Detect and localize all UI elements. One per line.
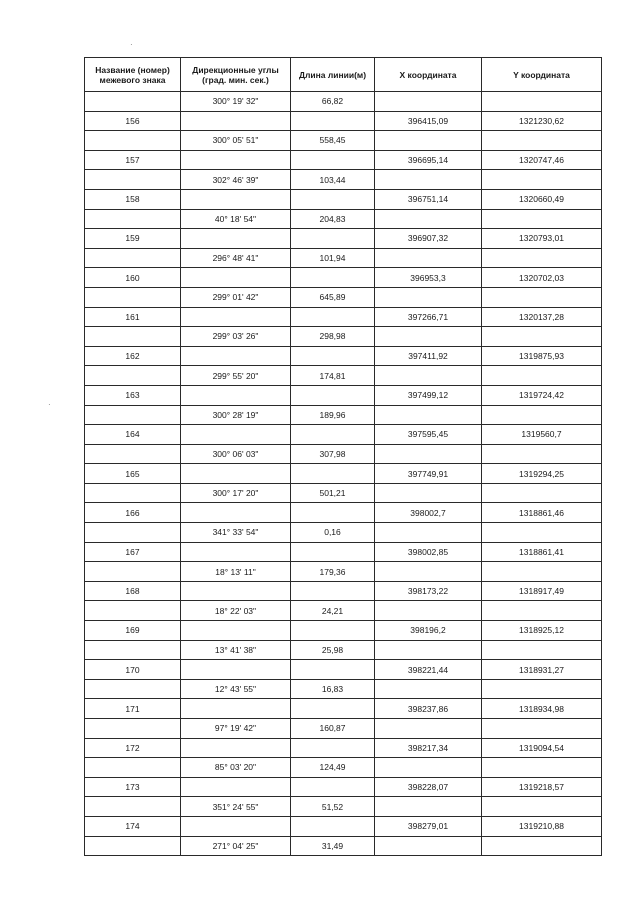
point-name-cell: 171 — [85, 699, 181, 719]
point-name-cell: 157 — [85, 150, 181, 170]
header-x: X координата — [375, 58, 482, 92]
segment-row — [85, 679, 602, 699]
scan-speck: · — [130, 40, 133, 49]
empty-cell — [291, 307, 375, 327]
point-name-cell: 163 — [85, 385, 181, 405]
empty-cell — [181, 464, 291, 484]
empty-cell — [85, 797, 181, 817]
empty-cell — [375, 836, 482, 856]
empty-cell — [482, 327, 602, 347]
angle-cell: 300° 06' 03" — [181, 444, 291, 464]
header-length: Длина линии(м) — [291, 58, 375, 92]
x-coordinate-cell: 398237,86 — [375, 699, 482, 719]
empty-cell — [85, 483, 181, 503]
y-coordinate-cell: 1318931,27 — [482, 660, 602, 680]
x-coordinate-cell: 397266,71 — [375, 307, 482, 327]
length-cell: 24,21 — [291, 601, 375, 621]
point-name-cell: 174 — [85, 816, 181, 836]
segment-row — [85, 405, 602, 425]
empty-cell — [291, 777, 375, 797]
angle-cell: 351° 24' 55" — [181, 797, 291, 817]
empty-cell — [85, 209, 181, 229]
empty-cell — [181, 503, 291, 523]
angle-cell: 13° 41' 38" — [181, 640, 291, 660]
empty-cell — [181, 189, 291, 209]
angle-cell: 300° 17' 20" — [181, 483, 291, 503]
point-row — [85, 307, 602, 327]
empty-cell — [181, 425, 291, 445]
y-coordinate-cell: 1318934,98 — [482, 699, 602, 719]
point-row — [85, 503, 602, 523]
angle-cell: 97° 19' 42" — [181, 719, 291, 739]
angle-cell: 85° 03' 20" — [181, 758, 291, 778]
empty-cell — [291, 150, 375, 170]
empty-cell — [181, 777, 291, 797]
length-cell: 31,49 — [291, 836, 375, 856]
point-row — [85, 699, 602, 719]
point-row — [85, 621, 602, 641]
empty-cell — [482, 209, 602, 229]
point-name-cell: 160 — [85, 268, 181, 288]
empty-cell — [375, 405, 482, 425]
empty-cell — [181, 111, 291, 131]
segment-row — [85, 640, 602, 660]
length-cell: 25,98 — [291, 640, 375, 660]
empty-cell — [291, 464, 375, 484]
y-coordinate-cell: 1321230,62 — [482, 111, 602, 131]
point-name-cell: 158 — [85, 189, 181, 209]
empty-cell — [85, 836, 181, 856]
point-name-cell: 165 — [85, 464, 181, 484]
segment-row — [85, 170, 602, 190]
angle-cell: 299° 55' 20" — [181, 366, 291, 386]
y-coordinate-cell: 1318861,46 — [482, 503, 602, 523]
empty-cell — [375, 797, 482, 817]
x-coordinate-cell: 398279,01 — [375, 816, 482, 836]
x-coordinate-cell: 398221,44 — [375, 660, 482, 680]
empty-cell — [482, 640, 602, 660]
x-coordinate-cell: 397595,45 — [375, 425, 482, 445]
empty-cell — [85, 719, 181, 739]
point-row — [85, 111, 602, 131]
empty-cell — [375, 131, 482, 151]
empty-cell — [375, 601, 482, 621]
point-row — [85, 385, 602, 405]
empty-cell — [375, 523, 482, 543]
length-cell: 103,44 — [291, 170, 375, 190]
y-coordinate-cell: 1320702,03 — [482, 268, 602, 288]
empty-cell — [291, 189, 375, 209]
empty-cell — [291, 503, 375, 523]
empty-cell — [85, 170, 181, 190]
length-cell: 204,83 — [291, 209, 375, 229]
length-cell: 174,81 — [291, 366, 375, 386]
empty-cell — [291, 385, 375, 405]
point-row — [85, 425, 602, 445]
empty-cell — [482, 758, 602, 778]
empty-cell — [85, 366, 181, 386]
length-cell: 307,98 — [291, 444, 375, 464]
empty-cell — [375, 640, 482, 660]
angle-cell: 40° 18' 54" — [181, 209, 291, 229]
x-coordinate-cell: 398196,2 — [375, 621, 482, 641]
x-coordinate-cell: 397411,92 — [375, 346, 482, 366]
empty-cell — [85, 287, 181, 307]
empty-cell — [85, 758, 181, 778]
point-row — [85, 189, 602, 209]
length-cell: 51,52 — [291, 797, 375, 817]
angle-cell: 12° 43' 55" — [181, 679, 291, 699]
empty-cell — [291, 621, 375, 641]
length-cell: 101,94 — [291, 248, 375, 268]
empty-cell — [291, 268, 375, 288]
empty-cell — [181, 307, 291, 327]
y-coordinate-cell: 1319875,93 — [482, 346, 602, 366]
empty-cell — [85, 327, 181, 347]
y-coordinate-cell: 1318925,12 — [482, 621, 602, 641]
x-coordinate-cell: 398228,07 — [375, 777, 482, 797]
empty-cell — [482, 248, 602, 268]
x-coordinate-cell: 397749,91 — [375, 464, 482, 484]
y-coordinate-cell: 1319560,7 — [482, 425, 602, 445]
segment-row — [85, 366, 602, 386]
empty-cell — [181, 699, 291, 719]
empty-cell — [482, 131, 602, 151]
empty-cell — [85, 562, 181, 582]
empty-cell — [375, 444, 482, 464]
point-name-cell: 161 — [85, 307, 181, 327]
empty-cell — [85, 679, 181, 699]
angle-cell: 302° 46' 39" — [181, 170, 291, 190]
empty-cell — [291, 229, 375, 249]
scan-speck: · — [48, 400, 51, 409]
angle-cell: 300° 19' 32" — [181, 92, 291, 112]
x-coordinate-cell: 396953,3 — [375, 268, 482, 288]
angle-cell: 271° 04' 25" — [181, 836, 291, 856]
y-coordinate-cell: 1320793,01 — [482, 229, 602, 249]
angle-cell: 18° 13' 11" — [181, 562, 291, 582]
x-coordinate-cell: 398217,34 — [375, 738, 482, 758]
segment-row — [85, 131, 602, 151]
empty-cell — [482, 679, 602, 699]
y-coordinate-cell: 1318917,49 — [482, 581, 602, 601]
empty-cell — [482, 523, 602, 543]
segment-row — [85, 719, 602, 739]
segment-row — [85, 523, 602, 543]
empty-cell — [291, 816, 375, 836]
point-name-cell: 156 — [85, 111, 181, 131]
point-name-cell: 170 — [85, 660, 181, 680]
point-name-cell: 159 — [85, 229, 181, 249]
empty-cell — [181, 621, 291, 641]
length-cell: 501,21 — [291, 483, 375, 503]
point-row — [85, 150, 602, 170]
empty-cell — [181, 581, 291, 601]
x-coordinate-cell: 398002,85 — [375, 542, 482, 562]
boundary-coordinates-table — [84, 57, 602, 856]
empty-cell — [291, 738, 375, 758]
point-name-cell: 173 — [85, 777, 181, 797]
empty-cell — [85, 523, 181, 543]
y-coordinate-cell: 1319724,42 — [482, 385, 602, 405]
segment-row — [85, 248, 602, 268]
empty-cell — [482, 444, 602, 464]
empty-cell — [482, 836, 602, 856]
empty-cell — [482, 601, 602, 621]
empty-cell — [375, 287, 482, 307]
empty-cell — [181, 542, 291, 562]
point-row — [85, 464, 602, 484]
header-angle: Дирекционные углы (град. мин. сек.) — [181, 58, 291, 92]
point-row — [85, 268, 602, 288]
point-name-cell: 172 — [85, 738, 181, 758]
empty-cell — [85, 248, 181, 268]
empty-cell — [291, 346, 375, 366]
length-cell: 66,82 — [291, 92, 375, 112]
empty-cell — [291, 425, 375, 445]
empty-cell — [375, 170, 482, 190]
angle-cell: 299° 01' 42" — [181, 287, 291, 307]
empty-cell — [482, 483, 602, 503]
x-coordinate-cell: 396415,09 — [375, 111, 482, 131]
empty-cell — [375, 758, 482, 778]
point-row — [85, 660, 602, 680]
x-coordinate-cell: 396695,14 — [375, 150, 482, 170]
point-name-cell: 162 — [85, 346, 181, 366]
empty-cell — [181, 816, 291, 836]
segment-row — [85, 287, 602, 307]
header-y: Y координата — [482, 58, 602, 92]
empty-cell — [291, 660, 375, 680]
table-body — [85, 92, 602, 856]
empty-cell — [181, 229, 291, 249]
segment-row — [85, 797, 602, 817]
empty-cell — [291, 111, 375, 131]
segment-row — [85, 444, 602, 464]
segment-row — [85, 483, 602, 503]
empty-cell — [291, 581, 375, 601]
empty-cell — [482, 405, 602, 425]
header-name: Название (номер) межевого знака — [85, 58, 181, 92]
segment-row — [85, 327, 602, 347]
empty-cell — [482, 170, 602, 190]
point-name-cell: 169 — [85, 621, 181, 641]
segment-row — [85, 562, 602, 582]
empty-cell — [482, 366, 602, 386]
length-cell: 558,45 — [291, 131, 375, 151]
y-coordinate-cell: 1319210,88 — [482, 816, 602, 836]
empty-cell — [375, 248, 482, 268]
y-coordinate-cell: 1319094,54 — [482, 738, 602, 758]
segment-row — [85, 92, 602, 112]
y-coordinate-cell: 1320660,49 — [482, 189, 602, 209]
empty-cell — [482, 92, 602, 112]
point-row — [85, 542, 602, 562]
empty-cell — [375, 366, 482, 386]
empty-cell — [375, 209, 482, 229]
empty-cell — [181, 660, 291, 680]
y-coordinate-cell: 1320137,28 — [482, 307, 602, 327]
segment-row — [85, 836, 602, 856]
empty-cell — [482, 287, 602, 307]
length-cell: 645,89 — [291, 287, 375, 307]
point-name-cell: 164 — [85, 425, 181, 445]
length-cell: 160,87 — [291, 719, 375, 739]
y-coordinate-cell: 1319218,57 — [482, 777, 602, 797]
empty-cell — [85, 131, 181, 151]
empty-cell — [482, 797, 602, 817]
empty-cell — [85, 92, 181, 112]
x-coordinate-cell: 396751,14 — [375, 189, 482, 209]
angle-cell: 341° 33' 54" — [181, 523, 291, 543]
x-coordinate-cell: 397499,12 — [375, 385, 482, 405]
point-name-cell: 166 — [85, 503, 181, 523]
empty-cell — [181, 738, 291, 758]
empty-cell — [85, 405, 181, 425]
header-row — [85, 58, 602, 92]
angle-cell: 299° 03' 26" — [181, 327, 291, 347]
empty-cell — [375, 562, 482, 582]
empty-cell — [85, 601, 181, 621]
empty-cell — [375, 483, 482, 503]
empty-cell — [375, 719, 482, 739]
segment-row — [85, 601, 602, 621]
empty-cell — [181, 385, 291, 405]
point-name-cell: 168 — [85, 581, 181, 601]
length-cell: 0,16 — [291, 523, 375, 543]
empty-cell — [291, 542, 375, 562]
x-coordinate-cell: 398173,22 — [375, 581, 482, 601]
empty-cell — [85, 640, 181, 660]
empty-cell — [482, 562, 602, 582]
length-cell: 189,96 — [291, 405, 375, 425]
point-row — [85, 229, 602, 249]
empty-cell — [181, 268, 291, 288]
angle-cell: 300° 28' 19" — [181, 405, 291, 425]
length-cell: 16,83 — [291, 679, 375, 699]
empty-cell — [375, 92, 482, 112]
y-coordinate-cell: 1319294,25 — [482, 464, 602, 484]
y-coordinate-cell: 1318861,41 — [482, 542, 602, 562]
x-coordinate-cell: 396907,32 — [375, 229, 482, 249]
angle-cell: 300° 05' 51" — [181, 131, 291, 151]
point-row — [85, 346, 602, 366]
point-name-cell: 167 — [85, 542, 181, 562]
point-row — [85, 738, 602, 758]
point-row — [85, 816, 602, 836]
empty-cell — [291, 699, 375, 719]
point-row — [85, 581, 602, 601]
x-coordinate-cell: 398002,7 — [375, 503, 482, 523]
empty-cell — [375, 679, 482, 699]
empty-cell — [375, 327, 482, 347]
y-coordinate-cell: 1320747,46 — [482, 150, 602, 170]
point-row — [85, 777, 602, 797]
length-cell: 179,36 — [291, 562, 375, 582]
empty-cell — [181, 346, 291, 366]
length-cell: 124,49 — [291, 758, 375, 778]
empty-cell — [181, 150, 291, 170]
length-cell: 298,98 — [291, 327, 375, 347]
segment-row — [85, 758, 602, 778]
empty-cell — [85, 444, 181, 464]
segment-row — [85, 209, 602, 229]
empty-cell — [482, 719, 602, 739]
angle-cell: 296° 48' 41" — [181, 248, 291, 268]
angle-cell: 18° 22' 03" — [181, 601, 291, 621]
